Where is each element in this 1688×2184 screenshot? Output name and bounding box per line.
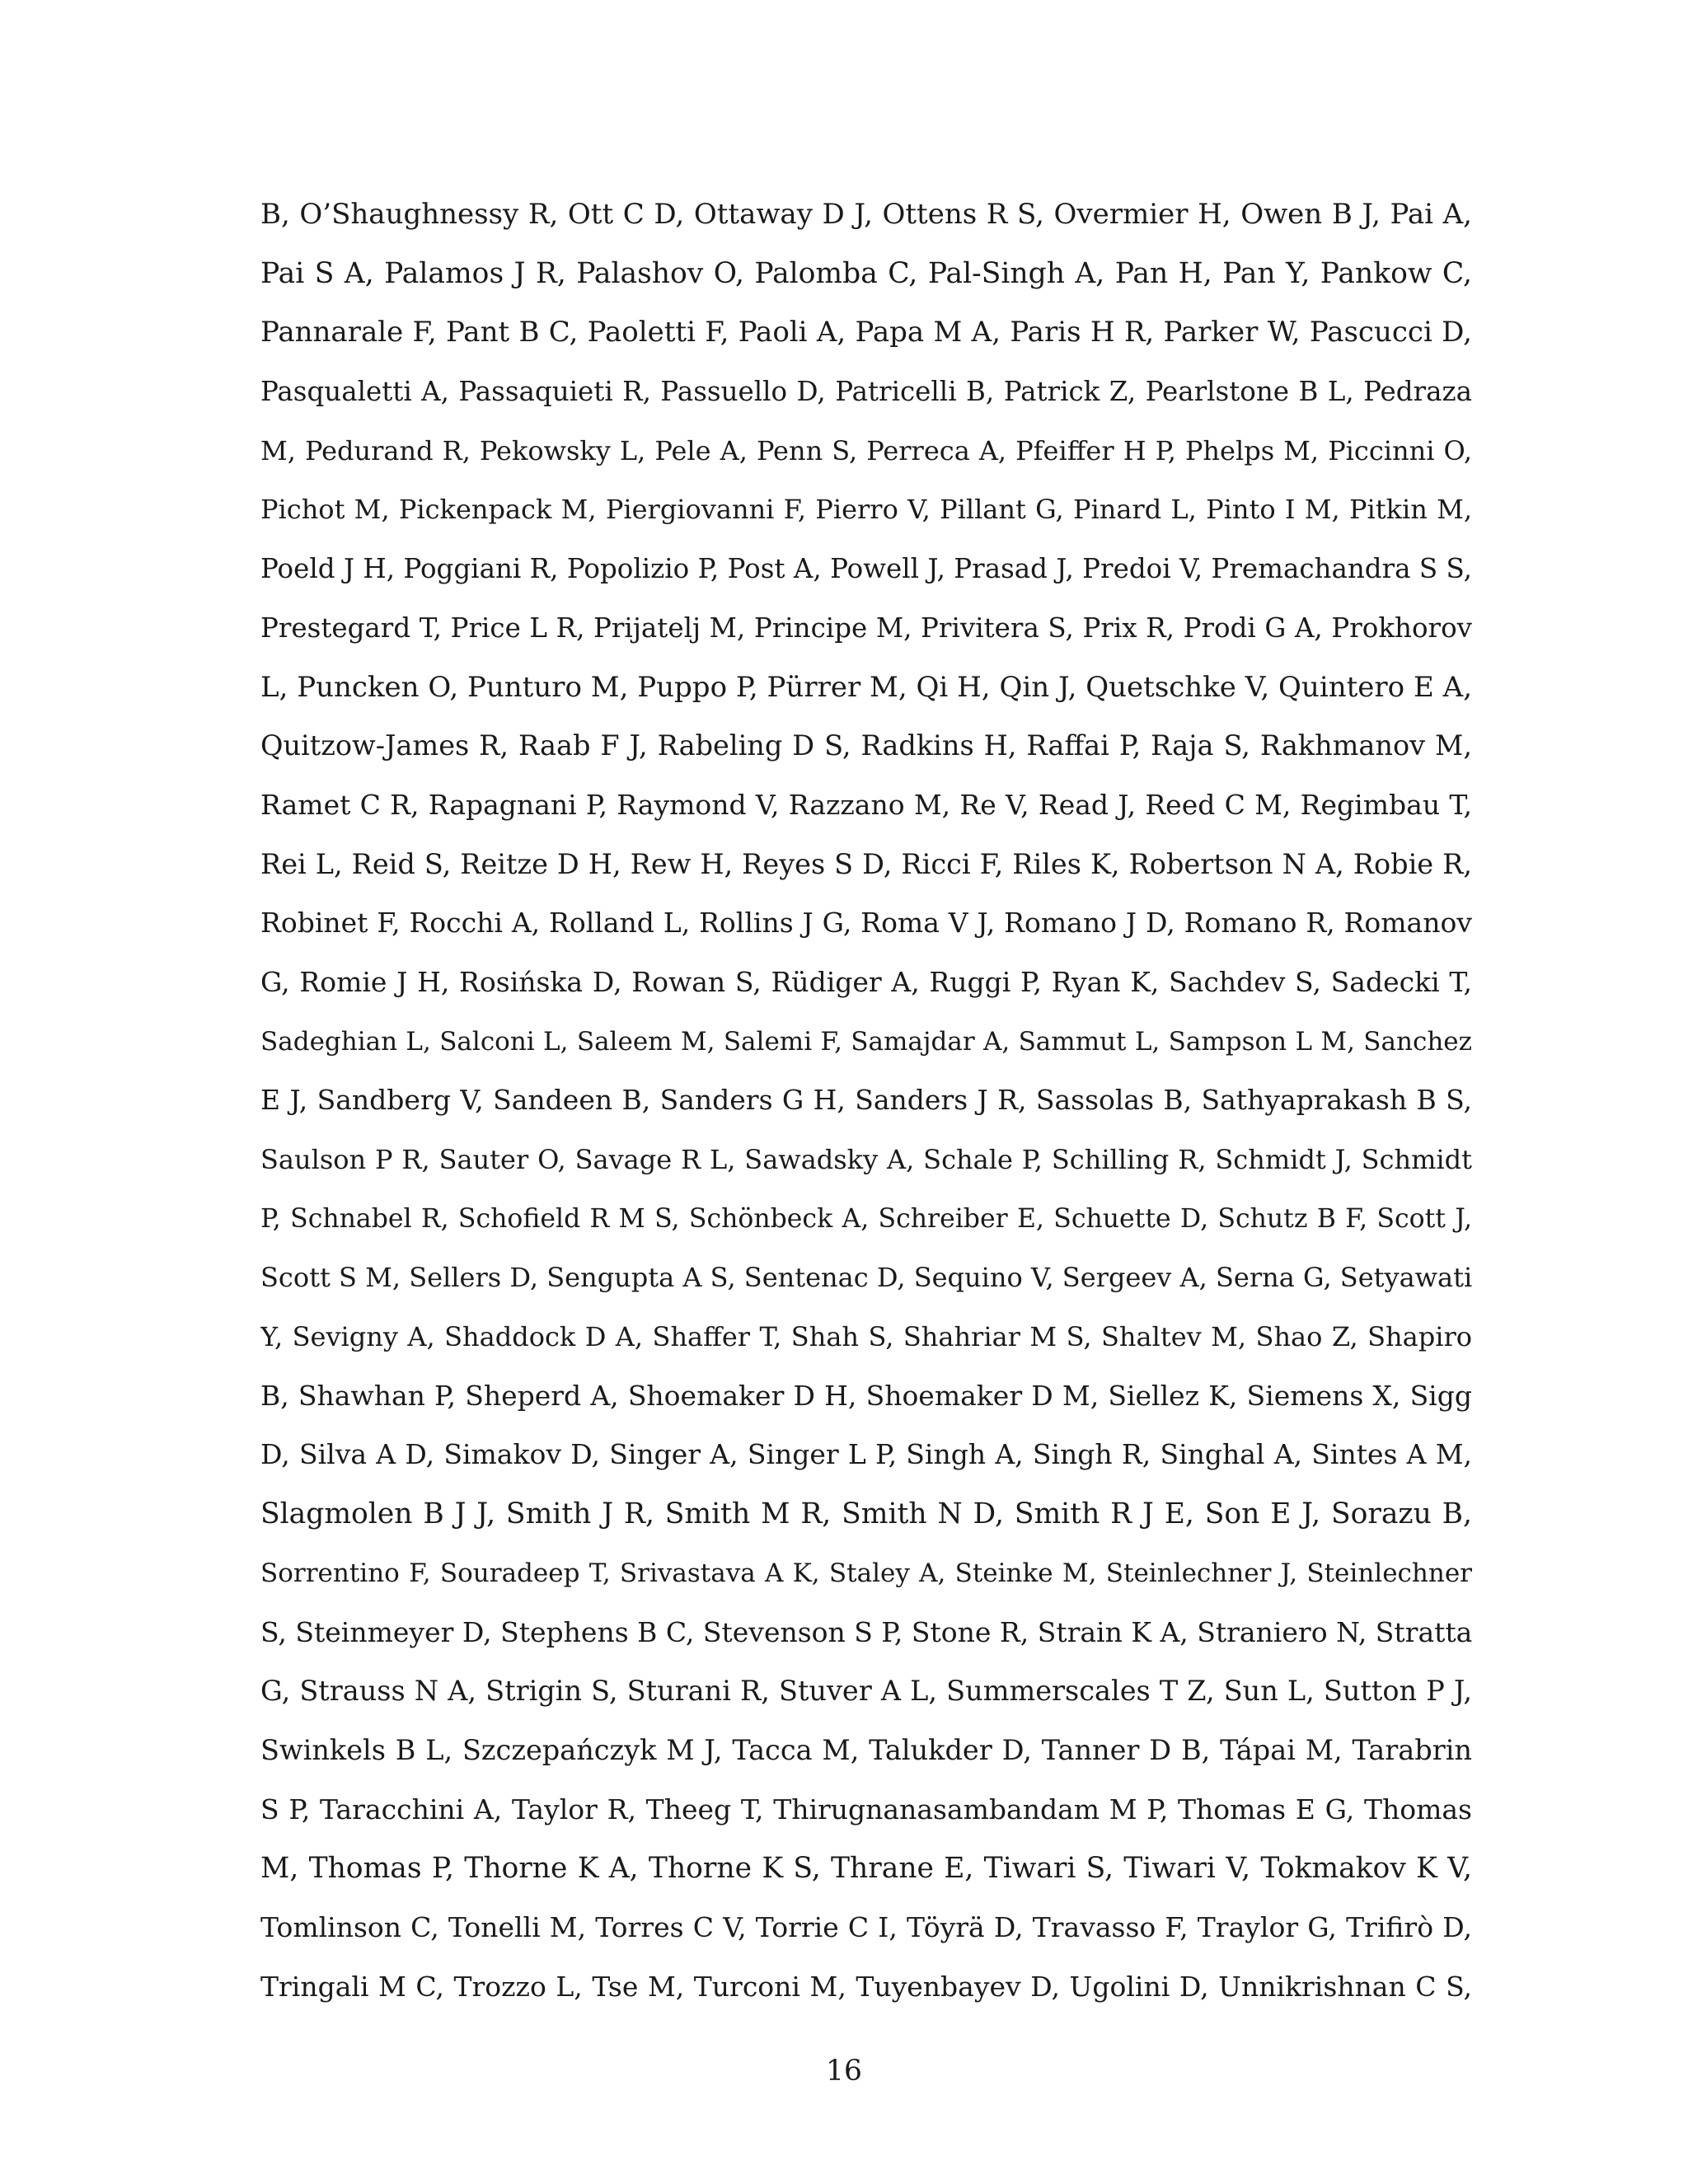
author-line: Saulson P R, Sauter O, Savage R L, Sawadsky A, Schale P, Schilling R, Schmidt J, Schmidt <box>260 1144 1472 1175</box>
author-line: Sadeghian L, Salconi L, Saleem M, Salemi F, Samajdar A, Sammut L, Sampson L M, Sanchez <box>260 1026 1472 1057</box>
author-line: B, Shawhan P, Sheperd A, Shoemaker D H, Shoemaker D M, Siellez K, Siemens X, Sigg <box>260 1379 1472 1412</box>
author-line: Quitzow-James R, Raab F J, Rabeling D S, Radkins H, Raffai P, Raja S, Rakhmanov M, <box>260 729 1472 762</box>
author-line: S, Steinmeyer D, Stephens B C, Stevenson S P, Stone R, Strain K A, Straniero N, Stratta <box>260 1615 1472 1648</box>
author-line: Tomlinson C, Tonelli M, Torres C V, Torrie C I, Töyrä D, Travasso F, Traylor G, Trifirò D, <box>260 1910 1472 1943</box>
author-line: M, Thomas P, Thorne K A, Thorne K S, Thrane E, Tiwari S, Tiwari V, Tokmakov K V, <box>260 1852 1472 1886</box>
author-line: Pai S A, Palamos J R, Palashov O, Palomba C, Pal-Singh A, Pan H, Pan Y, Pankow C, <box>260 256 1472 290</box>
author-line: Ramet C R, Rapagnani P, Raymond V, Razzano M, Re V, Read J, Reed C M, Regimbau T, <box>260 788 1472 821</box>
author-line: Tringali M C, Trozzo L, Tse M, Turconi M, Tuyenbayev D, Ugolini D, Unnikrishnan C S, <box>260 1970 1472 2003</box>
author-line: S P, Taracchini A, Taylor R, Theeg T, Thirugnanasambandam M P, Thomas E G, Thomas <box>260 1793 1472 1825</box>
author-line: Robinet F, Rocchi A, Rolland L, Rollins J G, Roma V J, Romano J D, Romano R, Romanov <box>260 907 1472 940</box>
author-line: G, Strauss N A, Strigin S, Sturani R, Stuver A L, Summerscales T Z, Sun L, Sutton P J, <box>260 1675 1472 1708</box>
author-line: Pannarale F, Pant B C, Paoletti F, Paoli A, Papa M A, Paris H R, Parker W, Pascucci D, <box>260 316 1472 349</box>
author-line: Y, Sevigny A, Shaddock D A, Shaffer T, Shah S, Shahriar M S, Shaltev M, Shao Z, Shapiro <box>260 1321 1472 1353</box>
author-line: G, Romie J H, Rosińska D, Rowan S, Rüdiger A, Ruggi P, Ryan K, Sachdev S, Sadecki T, <box>260 965 1472 998</box>
author-line: Poeld J H, Poggiani R, Popolizio P, Post A, Powell J, Prasad J, Predoi V, Premachandra S S, <box>260 553 1472 585</box>
author-line: Rei L, Reid S, Reitze D H, Rew H, Reyes S D, Ricci F, Riles K, Robertson N A, Robie R, <box>260 847 1472 880</box>
author-line: Slagmolen B J J, Smith J R, Smith M R, Smith N D, Smith R J E, Son E J, Sorazu B, <box>260 1497 1472 1531</box>
author-line: M, Pedurand R, Pekowsky L, Pele A, Penn S, Perreca A, Pfeiffer H P, Phelps M, Piccinni O, <box>260 434 1472 466</box>
author-line: L, Puncken O, Punturo M, Puppo P, Pürrer M, Qi H, Qin J, Quetschke V, Quintero E A, <box>260 670 1472 704</box>
author-list <box>260 191 1472 2022</box>
author-line: Pichot M, Pickenpack M, Piergiovanni F, Pierro V, Pillant G, Pinard L, Pinto I M, Pitkin M, <box>260 494 1472 526</box>
author-line: Swinkels B L, Szczepańczyk M J, Tacca M, Talukder D, Tanner D B, Tápai M, Tarabrin <box>260 1733 1472 1766</box>
author-line: D, Silva A D, Simakov D, Singer A, Singer L P, Singh A, Singh R, Singhal A, Sintes A M, <box>260 1438 1472 1471</box>
author-line: E J, Sandberg V, Sandeen B, Sanders G H, Sanders J R, Sassolas B, Sathyaprakash B S, <box>260 1084 1472 1117</box>
author-line: Sorrentino F, Souradeep T, Srivastava A K, Staley A, Steinke M, Steinlechner J, Steinlechner <box>260 1558 1472 1588</box>
author-line: Prestegard T, Price L R, Prijatelj M, Principe M, Privitera S, Prix R, Prodi G A, Prokhorov <box>260 612 1472 644</box>
author-line: Scott S M, Sellers D, Sengupta A S, Sentenac D, Sequino V, Sergeev A, Serna G, Setyawati <box>260 1262 1472 1294</box>
page-number: 16 <box>826 2055 862 2088</box>
author-line: P, Schnabel R, Schofield R M S, Schönbeck A, Schreiber E, Schuette D, Schutz B F, Scott J, <box>260 1203 1472 1234</box>
author-line: Pasqualetti A, Passaquieti R, Passuello D, Patricelli B, Patrick Z, Pearlstone B L, Pedraza <box>260 376 1472 408</box>
author-line: B, O’Shaughnessy R, Ott C D, Ottaway D J, Ottens R S, Overmier H, Owen B J, Pai A, <box>260 198 1472 231</box>
